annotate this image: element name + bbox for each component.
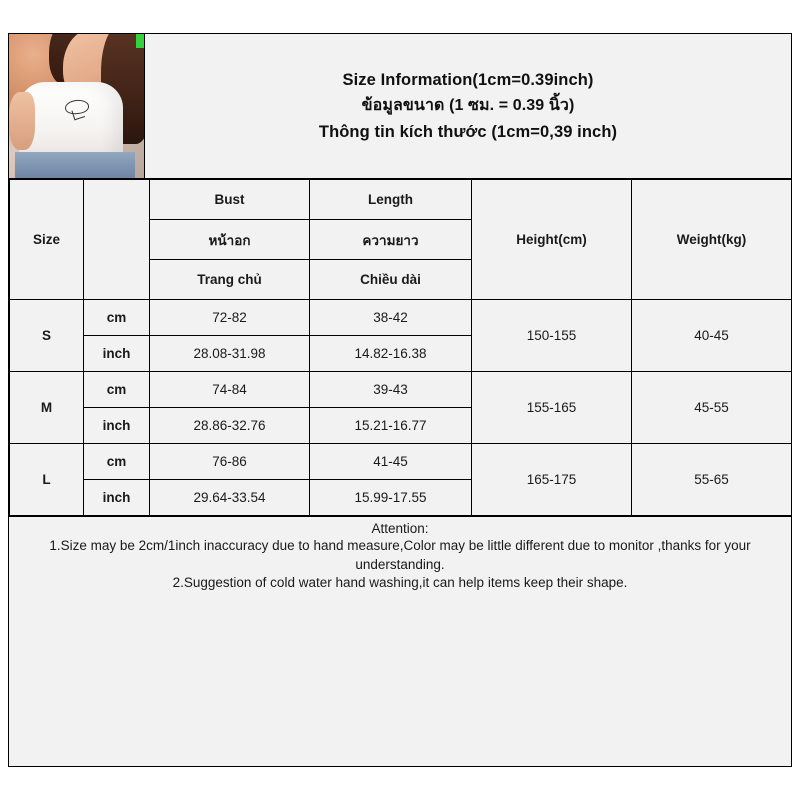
row-size-m: M	[10, 372, 84, 444]
row-s-length-inch: 14.82-16.38	[310, 336, 472, 372]
row-m-length-cm: 39-43	[310, 372, 472, 408]
row-s-unit-inch: inch	[84, 336, 150, 372]
attention-title: Attention:	[371, 521, 429, 536]
row-l-unit-inch: inch	[84, 480, 150, 516]
row-m-weight: 45-55	[632, 372, 792, 444]
title-line-vi: Thông tin kích thước (1cm=0,39 inch)	[318, 122, 618, 141]
header-weight: Weight(kg)	[632, 180, 792, 300]
header-unit-spacer	[84, 180, 150, 300]
row-s-unit-cm: cm	[84, 300, 150, 336]
header-length-en: Length	[310, 180, 472, 220]
row-m-bust-inch: 28.86-32.76	[150, 408, 310, 444]
row-l-length-cm: 41-45	[310, 444, 472, 480]
model-arm	[9, 92, 35, 150]
row-l-length-inch: 15.99-17.55	[310, 480, 472, 516]
chart-header	[9, 34, 791, 179]
size-table	[9, 179, 792, 516]
header-height: Height(cm)	[472, 180, 632, 300]
row-s-weight: 40-45	[632, 300, 792, 372]
row-s-bust-inch: 28.08-31.98	[150, 336, 310, 372]
row-l-bust-inch: 29.64-33.54	[150, 480, 310, 516]
header-size: Size	[10, 180, 84, 300]
table-row	[10, 444, 792, 480]
row-m-height: 155-165	[472, 372, 632, 444]
row-s-bust-cm: 72-82	[150, 300, 310, 336]
header-bust-en: Bust	[150, 180, 310, 220]
title-line-en: Size Information(1cm=0.39inch)	[342, 70, 594, 89]
row-m-unit-inch: inch	[84, 408, 150, 444]
row-l-bust-cm: 76-86	[150, 444, 310, 480]
row-l-unit-cm: cm	[84, 444, 150, 480]
attention-line-1b: understanding.	[355, 556, 445, 572]
row-size-s: S	[10, 300, 84, 372]
attention-line-2: 2.Suggestion of cold water hand washing,it can help items keep their shape.	[172, 575, 628, 591]
header-length-vi: Chiều dài	[310, 260, 472, 300]
table-row	[10, 300, 792, 336]
row-s-height: 150-155	[472, 300, 632, 372]
attention-block	[9, 516, 791, 766]
row-m-unit-cm: cm	[84, 372, 150, 408]
header-bust-th: หน้าอก	[150, 220, 310, 260]
green-marker	[136, 34, 144, 48]
row-m-bust-cm: 74-84	[150, 372, 310, 408]
row-l-height: 165-175	[472, 444, 632, 516]
title-line-th: ข้อมูลขนาด (1 ซม. = 0.39 นิ้ว)	[361, 97, 575, 115]
row-l-weight: 55-65	[632, 444, 792, 516]
row-m-length-inch: 15.21-16.77	[310, 408, 472, 444]
attention-line-1: 1.Size may be 2cm/1inch inaccuracy due to hand measure,Color may be little different due to monitor ,thanks for your	[49, 538, 751, 553]
row-s-length-cm: 38-42	[310, 300, 472, 336]
denim-jeans	[15, 152, 135, 178]
table-row	[10, 372, 792, 408]
header-length-th: ความยาว	[310, 220, 472, 260]
product-photo	[9, 34, 145, 178]
table-header-row-1	[10, 180, 792, 220]
row-size-l: L	[10, 444, 84, 516]
header-bust-vi: Trang chủ	[150, 260, 310, 300]
size-chart-container	[8, 33, 792, 767]
chart-title-block	[145, 34, 791, 178]
